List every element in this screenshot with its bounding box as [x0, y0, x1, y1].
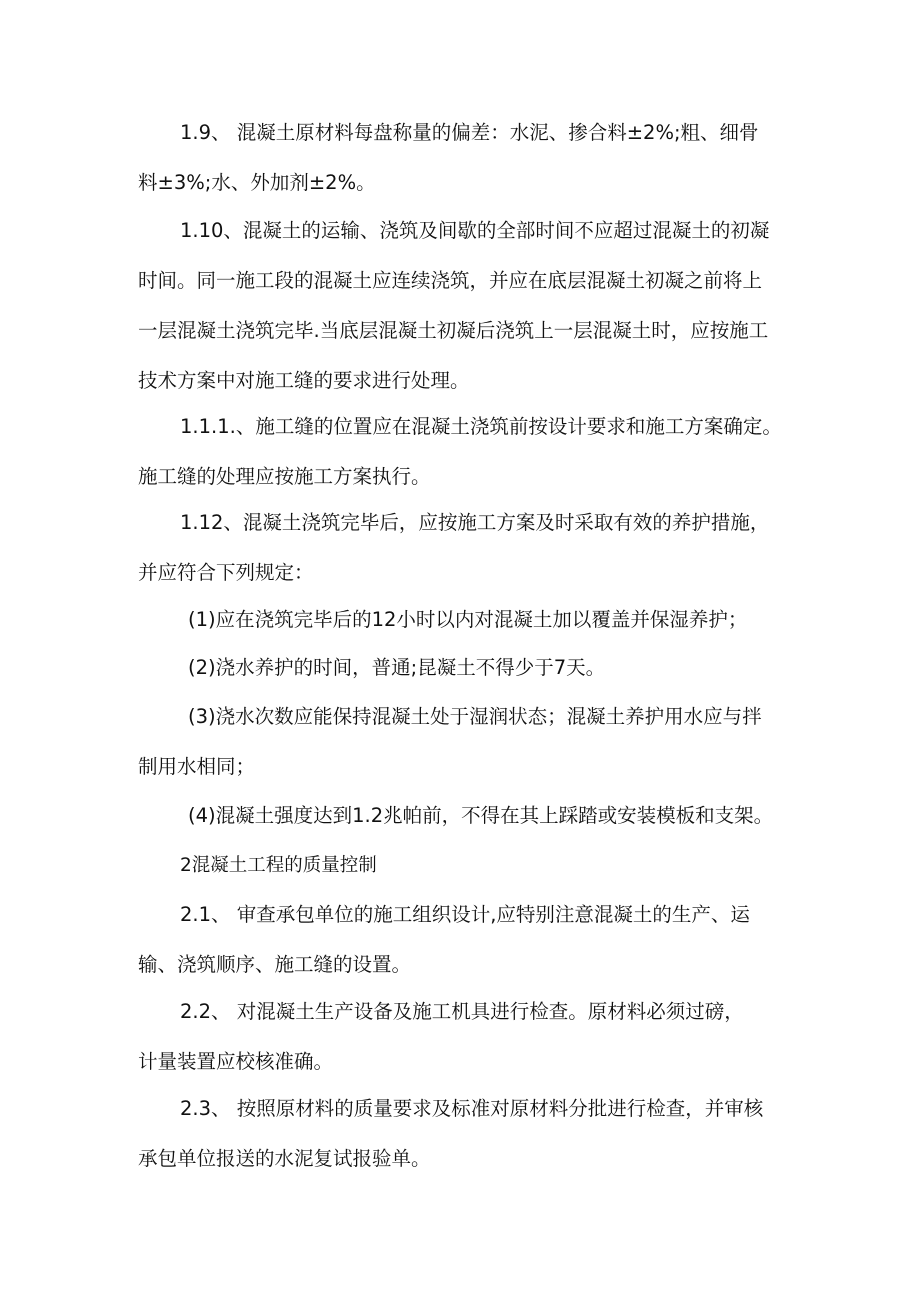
paragraph-1-10 [138, 206, 798, 406]
paragraph-line: 1.9、 混凝土原材料每盘称量的偏差：水泥、掺合料±2%;粗、细骨 [180, 121, 759, 144]
paragraph-line: 施工缝的处理应按施工方案执行。 [138, 465, 431, 488]
paragraph-line: (3)浇水次数应能保持混凝土处于湿润状态；混凝土养护用水应与拌 [188, 705, 762, 728]
list-item-2 [138, 643, 798, 693]
paragraph-line: 2.1、 审查承包单位的施工组织设计,应特别注意混凝土的生产、运 [180, 903, 750, 926]
paragraph-2-2 [138, 987, 798, 1087]
paragraph-2-1 [138, 890, 798, 990]
section-heading-2 [138, 841, 798, 891]
paragraph-line: 并应符合下列规定： [138, 561, 314, 584]
paragraph-line: 时间。同一施工段的混凝土应连续浇筑，并应在底层混凝土初凝之前将上 [138, 269, 763, 292]
paragraph-line: 承包单位报送的水泥复试报验单。 [138, 1147, 431, 1170]
paragraph-2-3 [138, 1084, 798, 1184]
list-item-1 [138, 595, 798, 645]
paragraph-line: 计量装置应校核准确。 [138, 1050, 334, 1073]
list-item-4 [138, 791, 798, 841]
paragraph-line: 制用水相同； [138, 755, 256, 778]
paragraph-line: 输、浇筑顺序、施工缝的设置。 [138, 953, 412, 976]
paragraph-line: 1.12、混凝土浇筑完毕后，应按施工方案及时采取有效的养护措施， [180, 511, 770, 534]
paragraph-line: (4)混凝土强度达到1.2兆帕前，不得在其上踩踏或安装模板和支架。 [188, 804, 774, 827]
paragraph-line: (1)应在浇筑完毕后的12小时以内对混凝土加以覆盖并保湿养护； [188, 608, 748, 631]
section-heading: 2混凝土工程的质量控制 [180, 855, 377, 876]
paragraph-line: 2.3、 按照原材料的质量要求及标准对原材料分批进行检查，并审核 [180, 1097, 764, 1120]
paragraph-1-9 [138, 108, 798, 208]
list-item-3 [138, 692, 798, 792]
paragraph-line: 技术方案中对施工缝的要求进行处理。 [138, 369, 470, 392]
paragraph-line: 一层混凝土浇筑完毕.当底层混凝土初凝后浇筑上一层混凝土时，应按施工 [138, 319, 769, 342]
paragraph-line: 1.1.1.、施工缝的位置应在混凝土浇筑前按设计要求和施工方案确定。 [180, 415, 782, 438]
paragraph-line: 料±3%;水、外加剂±2%。 [138, 171, 376, 194]
paragraph-line: 2.2、 对混凝土生产设备及施工机具进行检查。原材料必须过磅， [180, 1000, 744, 1023]
paragraph-1-1-1 [138, 402, 798, 502]
paragraph-line: (2)浇水养护的时间，普通;昆凝土不得少于7天。 [188, 656, 606, 679]
paragraph-1-12 [138, 498, 798, 598]
paragraph-line: 1.10、混凝土的运输、浇筑及间歇的全部时间不应超过混凝土的初凝 [180, 219, 770, 242]
